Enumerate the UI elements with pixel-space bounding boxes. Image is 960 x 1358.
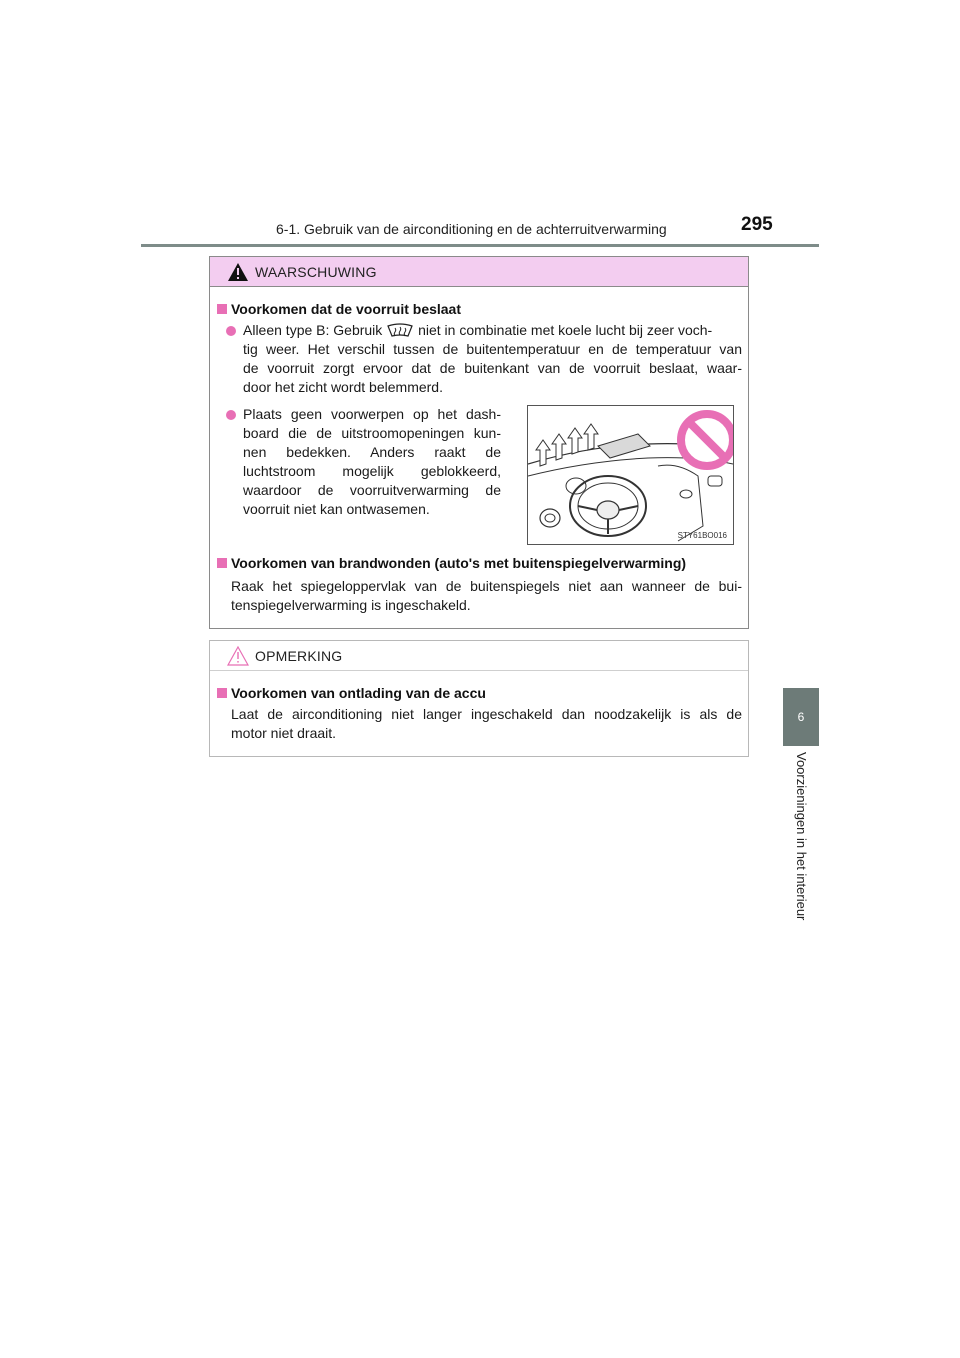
text-line: tenspiegelverwarming is ingeschakeld. [231, 597, 471, 613]
text-fragment: Alleen type B: Gebruik [243, 322, 383, 338]
text-line: de voorruit zorgt ervoor dat de buitenkant van de voorruit beslaat, waar- [243, 360, 742, 376]
dashboard-illustration [527, 405, 734, 545]
section-title-text: Voorkomen van brandwonden (auto's met buitenspiegelverwarming) [231, 555, 687, 571]
text-line: voorruit niet kan ontwasemen. [243, 501, 430, 517]
text-line: board die de uitstroomopeningen kun- [243, 425, 501, 441]
warning-box [209, 256, 749, 629]
prohibition-icon [681, 414, 733, 466]
bullet-icon [226, 326, 236, 336]
warning-triangle-icon [227, 262, 249, 282]
text-line: tig weer. Het verschil tussen de buitentemperatuur en de temperatuur van [243, 341, 742, 357]
text-line: Laat de airconditioning niet langer ingeschakeld dan noodzakelijk is als de [231, 706, 742, 722]
text-line [243, 321, 742, 340]
section-title-text: Voorkomen van ontlading van de accu [231, 685, 486, 701]
notice-battery-text [231, 705, 742, 743]
text-line: motor niet draait. [231, 725, 337, 741]
text-line: Raak het spiegeloppervlak van de buitenspiegels niet aan wanneer de bui- [231, 578, 742, 594]
chapter-tab: 6 [783, 688, 819, 746]
notice-section-title-battery [217, 685, 486, 701]
text-fragment: niet in combinatie met koele lucht bij zeer voch- [418, 322, 713, 338]
text-line: door het zicht wordt belemmerd. [243, 379, 443, 395]
header-divider [141, 244, 819, 247]
bullet-icon [226, 410, 236, 420]
warning-section-title-burns [217, 555, 686, 571]
text-line: nen bedekken. Anders raakt de [243, 444, 501, 460]
notice-box [209, 640, 749, 757]
warning-label: WAARSCHUWING [255, 263, 377, 280]
notice-triangle-icon [227, 646, 249, 666]
section-square-icon [217, 558, 227, 568]
section-square-icon [217, 304, 227, 314]
text-line: luchtstroom mogelijk geblokkeerd, [243, 463, 501, 479]
warning-bullet-defroster [243, 321, 742, 397]
warning-box-header [210, 257, 748, 287]
page-number: 295 [741, 214, 773, 235]
section-title-text: Voorkomen dat de voorruit beslaat [231, 301, 462, 317]
text-line: waardoor de voorruitverwarming de [243, 482, 501, 498]
warning-burns-text [231, 577, 742, 615]
warning-section-title-defog [217, 301, 461, 317]
chapter-side-label: Voorzieningen in het interieur [794, 752, 809, 921]
windshield-defroster-icon [386, 323, 414, 337]
notice-label: OPMERKING [255, 647, 343, 664]
text-line: Plaats geen voorwerpen op het dash- [243, 406, 501, 422]
dashboard-drawing [528, 406, 733, 544]
figure-code: STY61BO016 [677, 531, 727, 540]
notice-box-header [210, 641, 748, 671]
warning-bullet-dashboard [243, 405, 501, 519]
section-square-icon [217, 688, 227, 698]
page-header-title: 6-1. Gebruik van de airconditioning en de achterruitverwarming [276, 221, 667, 237]
